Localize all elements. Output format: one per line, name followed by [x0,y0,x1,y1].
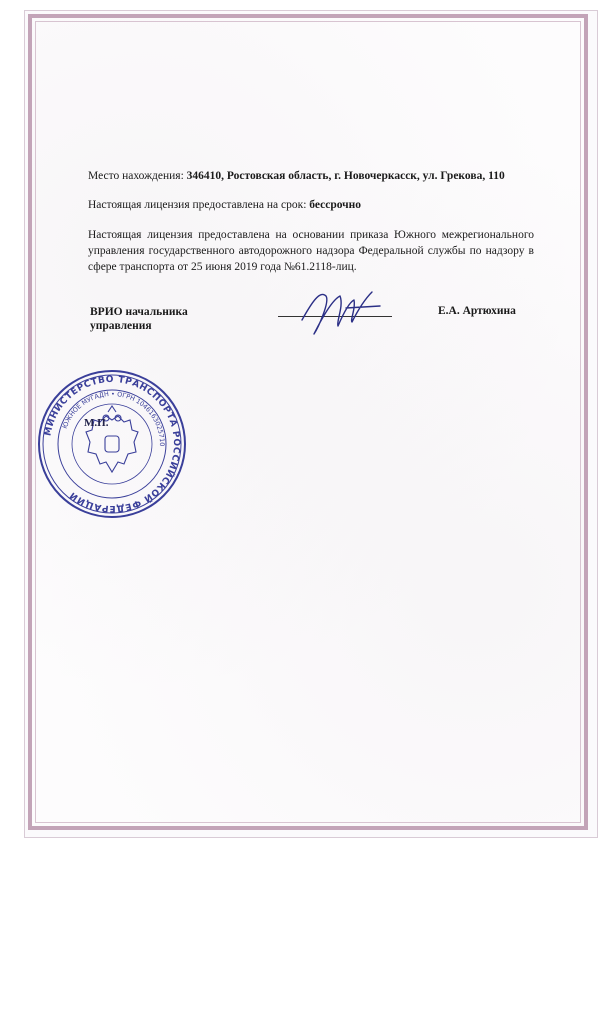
signatory-name: Е.А. Артюхина [438,305,516,317]
signatory-role-line1: ВРИО начальника [90,306,188,318]
svg-text:ЮЖНОЕ МУГАДН • ОГРН 1046163025: ЮЖНОЕ МУГАДН • ОГРН 1046163025710 [60,389,167,447]
location-value: 346410, Ростовская область, г. Новочеркасск, ул. Грекова, 110 [186,170,505,182]
term-label: Настоящая лицензия предоставлена на срок: [88,199,310,211]
svg-text:МИНИСТЕРСТВО ТРАНСПОРТА РОССИЙ: МИНИСТЕРСТВО ТРАНСПОРТА РОССИЙСКОЙ ФЕДЕРАЦИИ [43,374,182,514]
signatory-role [90,305,188,333]
handwritten-signature [292,282,392,342]
location-line [88,168,534,184]
mp-label: М.П. [84,417,109,429]
official-seal [36,368,188,520]
location-label: Место нахождения: [88,170,187,182]
signatory-role-line2: управления [90,320,152,332]
term-value: бессрочно [309,199,362,211]
eagle-emblem-icon [86,406,138,472]
term-line [88,197,534,213]
basis-paragraph: Настоящая лицензия предоставлена на основании приказа Южного межрегионального управления государственного автодорожного надзора Федеральной службы по надзору в сфере транспорта от 25 июня 2019 года №61.2118-лиц. [88,229,534,273]
